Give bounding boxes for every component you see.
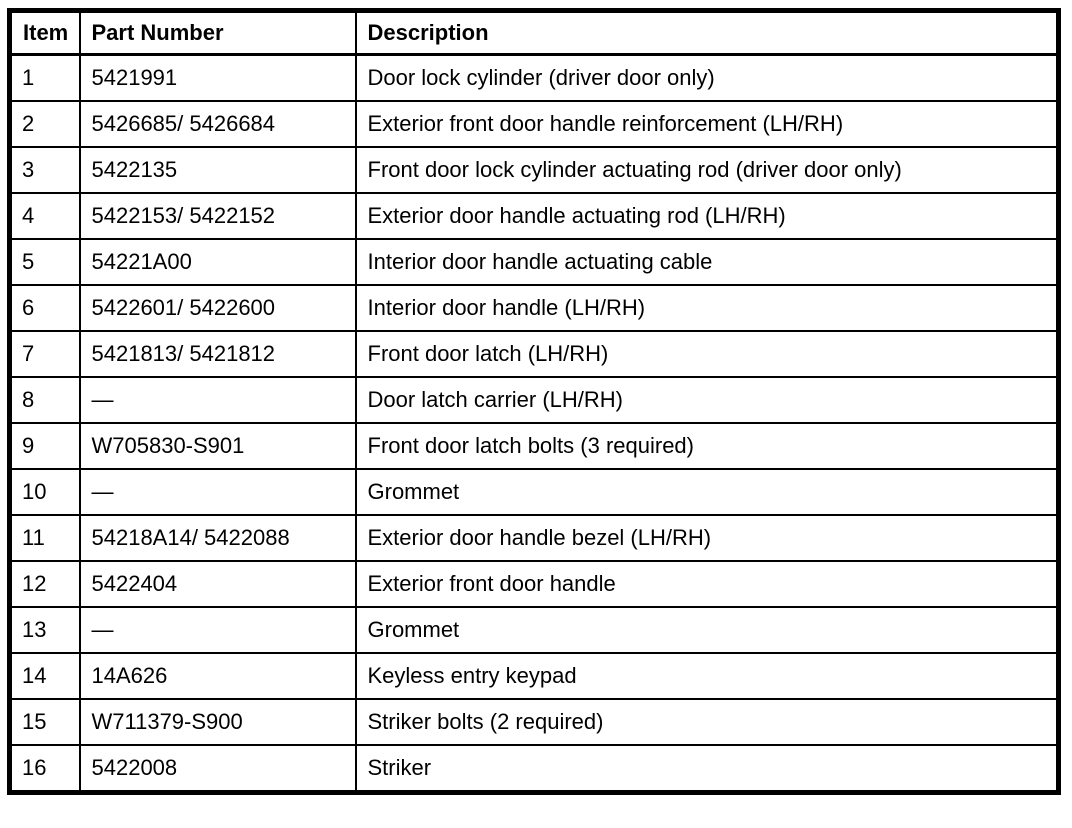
header-row <box>10 11 1059 55</box>
part-number-cell: 5422135 <box>80 147 356 193</box>
item-cell: 10 <box>10 469 80 515</box>
item-cell: 11 <box>10 515 80 561</box>
part-number-cell: — <box>80 469 356 515</box>
description-cell: Front door latch (LH/RH) <box>356 331 1059 377</box>
item-cell: 9 <box>10 423 80 469</box>
table-row <box>10 101 1059 147</box>
description-cell: Keyless entry keypad <box>356 653 1059 699</box>
description-cell: Door latch carrier (LH/RH) <box>356 377 1059 423</box>
table-row <box>10 377 1059 423</box>
table-row <box>10 193 1059 239</box>
table-row <box>10 515 1059 561</box>
column-header-description: Description <box>356 11 1059 55</box>
part-number-cell: 5421813/ 5421812 <box>80 331 356 377</box>
item-cell: 6 <box>10 285 80 331</box>
part-number-cell: — <box>80 377 356 423</box>
part-number-cell: 5421991 <box>80 55 356 102</box>
item-cell: 5 <box>10 239 80 285</box>
part-number-cell: 5426685/ 5426684 <box>80 101 356 147</box>
description-cell: Door lock cylinder (driver door only) <box>356 55 1059 102</box>
table-row <box>10 653 1059 699</box>
table-row <box>10 699 1059 745</box>
part-number-cell: 54221A00 <box>80 239 356 285</box>
table-row <box>10 561 1059 607</box>
part-number-cell: 5422404 <box>80 561 356 607</box>
table-row <box>10 147 1059 193</box>
table-row <box>10 745 1059 793</box>
description-cell: Interior door handle actuating cable <box>356 239 1059 285</box>
item-cell: 14 <box>10 653 80 699</box>
table-row <box>10 469 1059 515</box>
description-cell: Grommet <box>356 607 1059 653</box>
column-header-item: Item <box>10 11 80 55</box>
description-cell: Striker <box>356 745 1059 793</box>
item-cell: 1 <box>10 55 80 102</box>
table-row <box>10 285 1059 331</box>
item-cell: 12 <box>10 561 80 607</box>
description-cell: Exterior door handle bezel (LH/RH) <box>356 515 1059 561</box>
table-body <box>10 55 1059 793</box>
part-number-cell: — <box>80 607 356 653</box>
part-number-cell: 5422601/ 5422600 <box>80 285 356 331</box>
description-cell: Exterior front door handle reinforcement (LH/RH) <box>356 101 1059 147</box>
item-cell: 2 <box>10 101 80 147</box>
column-header-part-number: Part Number <box>80 11 356 55</box>
parts-table <box>7 8 1061 795</box>
table-row <box>10 607 1059 653</box>
description-cell: Front door latch bolts (3 required) <box>356 423 1059 469</box>
item-cell: 16 <box>10 745 80 793</box>
description-cell: Striker bolts (2 required) <box>356 699 1059 745</box>
description-cell: Front door lock cylinder actuating rod (driver door only) <box>356 147 1059 193</box>
part-number-cell: W711379-S900 <box>80 699 356 745</box>
part-number-cell: W705830-S901 <box>80 423 356 469</box>
part-number-cell: 5422008 <box>80 745 356 793</box>
item-cell: 3 <box>10 147 80 193</box>
item-cell: 4 <box>10 193 80 239</box>
table-row <box>10 331 1059 377</box>
part-number-cell: 54218A14/ 5422088 <box>80 515 356 561</box>
item-cell: 8 <box>10 377 80 423</box>
description-cell: Grommet <box>356 469 1059 515</box>
table-row <box>10 55 1059 102</box>
part-number-cell: 14A626 <box>80 653 356 699</box>
description-cell: Exterior front door handle <box>356 561 1059 607</box>
item-cell: 13 <box>10 607 80 653</box>
part-number-cell: 5422153/ 5422152 <box>80 193 356 239</box>
description-cell: Interior door handle (LH/RH) <box>356 285 1059 331</box>
item-cell: 7 <box>10 331 80 377</box>
description-cell: Exterior door handle actuating rod (LH/RH) <box>356 193 1059 239</box>
table-row <box>10 423 1059 469</box>
table-row <box>10 239 1059 285</box>
item-cell: 15 <box>10 699 80 745</box>
